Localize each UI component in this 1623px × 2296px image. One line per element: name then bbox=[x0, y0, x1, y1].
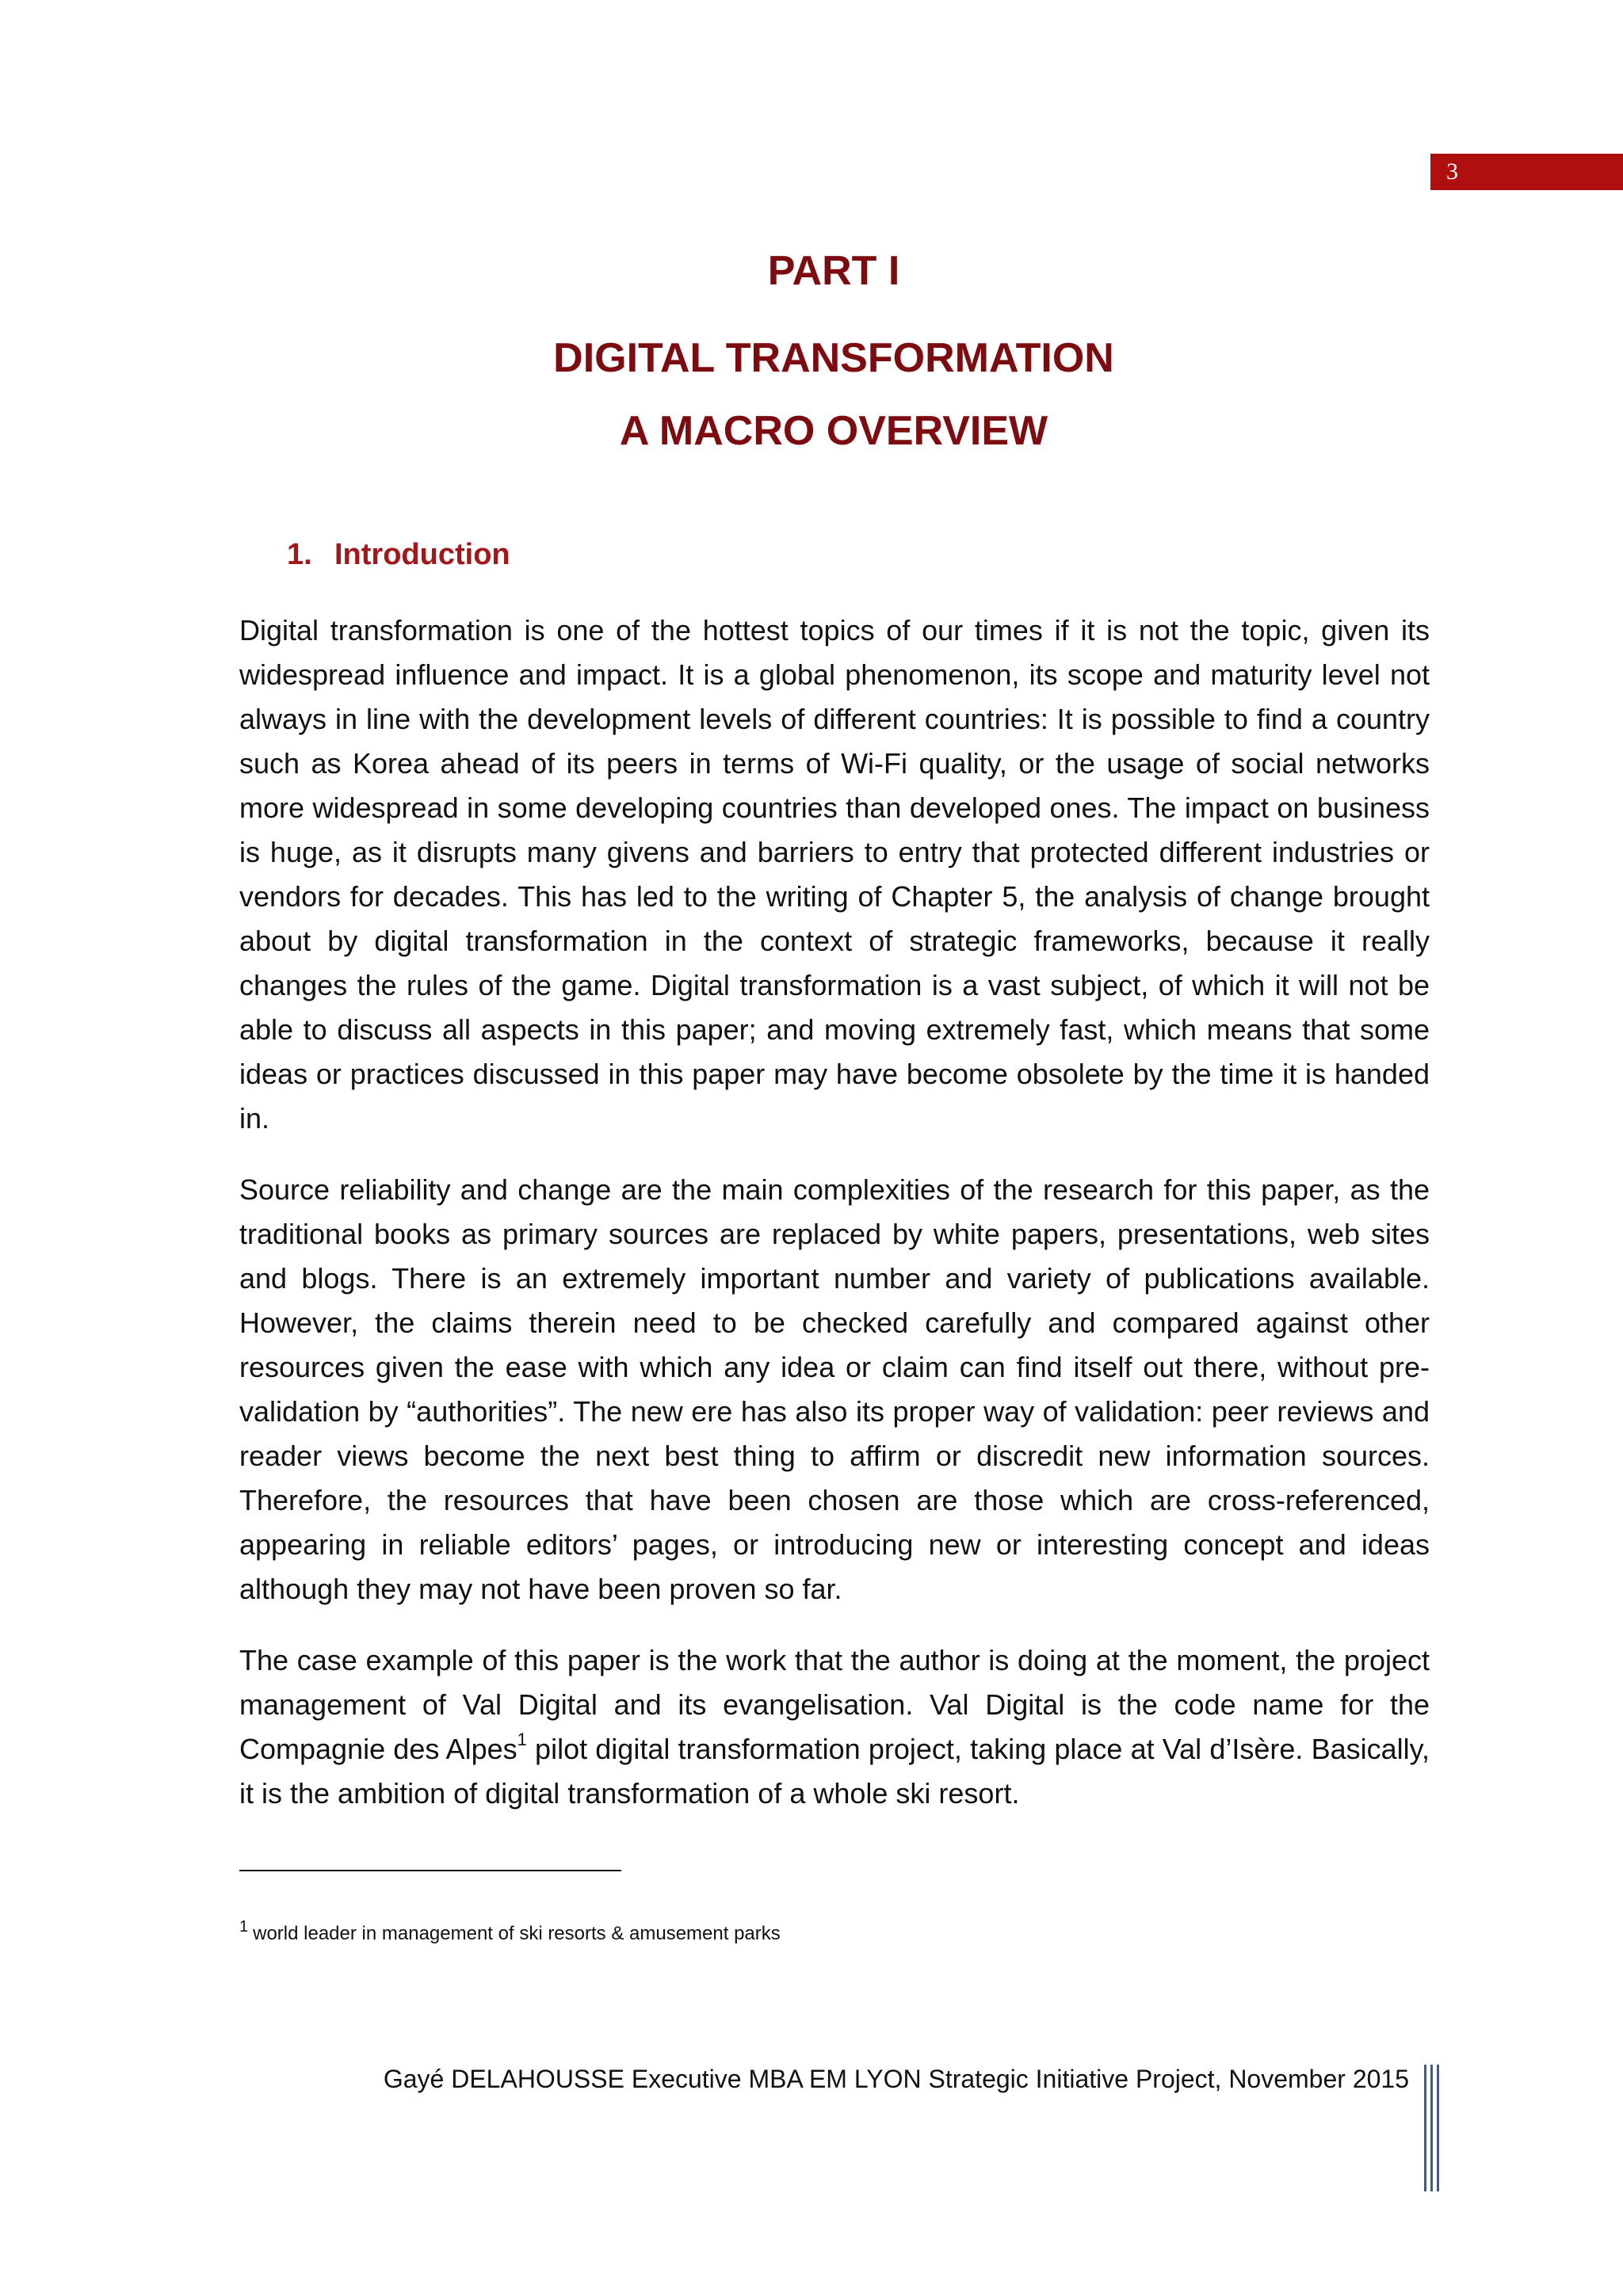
paragraph-3-after-ref: pilot digital transformation project, taking place at Val d’Isère. Basically, it is the ambition of digital transformation of a whole ski resort. bbox=[239, 1733, 1430, 1810]
footer-bars-decoration bbox=[1424, 2065, 1446, 2191]
footer-bar bbox=[1424, 2065, 1426, 2191]
footnote-separator bbox=[239, 1870, 621, 1871]
paragraph-3-before-ref: The case example of this paper is the work that the author is doing at the moment, the project management of Val Digital and its evangelisation. Val Digital is the code name for the Compagnie des Alpes bbox=[239, 1644, 1430, 1765]
footer-bar bbox=[1437, 2065, 1439, 2191]
footnote-text: world leader in management of ski resorts & amusement parks bbox=[253, 1923, 781, 1944]
page-number-tab bbox=[1430, 154, 1623, 190]
paragraph-3 bbox=[239, 1638, 1430, 1816]
section-title: Introduction bbox=[334, 538, 510, 571]
footnote-reference[interactable]: 1 bbox=[517, 1730, 527, 1749]
paragraph-1: Digital transformation is one of the hottest topics of our times if it is not the topic, given its widespread influence and impact. It is a global phenomenon, its scope and maturity level not always in line with the development levels of different countries: It is possible to find a country such as Korea ahead of its peers in terms of Wi-Fi quality, or the usage of social networks more widespread in some developing countries than developed ones. The impact on business is huge, as it disrupts many givens and barriers to entry that protected different industries or vendors for decades. This has led to the writing of Chapter 5, the analysis of change brought about by digital transformation in the context of strategic frameworks, because it really changes the rules of the game. Digital transformation is a vast subject, of which it will not be able to discuss all aspects in this paper; and moving extremely fast, which means that some ideas or practices discussed in this paper may have become obsolete by the time it is handed in. bbox=[239, 614, 1430, 1135]
part-label: PART I bbox=[767, 248, 900, 294]
section-number: 1. bbox=[287, 538, 312, 571]
page-number: 3 bbox=[1446, 158, 1458, 185]
footnote-mark: 1 bbox=[239, 1918, 249, 1936]
part-title-line1: DIGITAL TRANSFORMATION bbox=[553, 335, 1114, 381]
footnote bbox=[239, 1920, 781, 1948]
body-text bbox=[239, 608, 1430, 1843]
footer-text: Gayé DELAHOUSSE Executive MBA EM LYON Strategic Initiative Project, November 2015 bbox=[383, 2065, 1409, 2093]
part-header bbox=[0, 247, 1623, 455]
paragraph-2: Source reliability and change are the main complexities of the research for this paper, as the traditional books as primary sources are replaced by white papers, presentations, web sites and blogs. There is an extremely important number and variety of publications available. However, the claims therein need to be checked carefully and compared against other resources given the ease with which any idea or claim can find itself out there, without pre-validation by “authorities”. The new ere has also its proper way of validation: peer reviews and reader views become the next best thing to affirm or discredit new information sources. Therefore, the resources that have been chosen are those which are cross-referenced, appearing in reliable editors’ pages, or introducing new or interesting concept and ideas although they may not have been proven so far. bbox=[239, 1173, 1430, 1605]
part-title-line2: A MACRO OVERVIEW bbox=[619, 408, 1048, 454]
section-heading bbox=[287, 532, 510, 577]
footer-bar bbox=[1430, 2065, 1433, 2191]
